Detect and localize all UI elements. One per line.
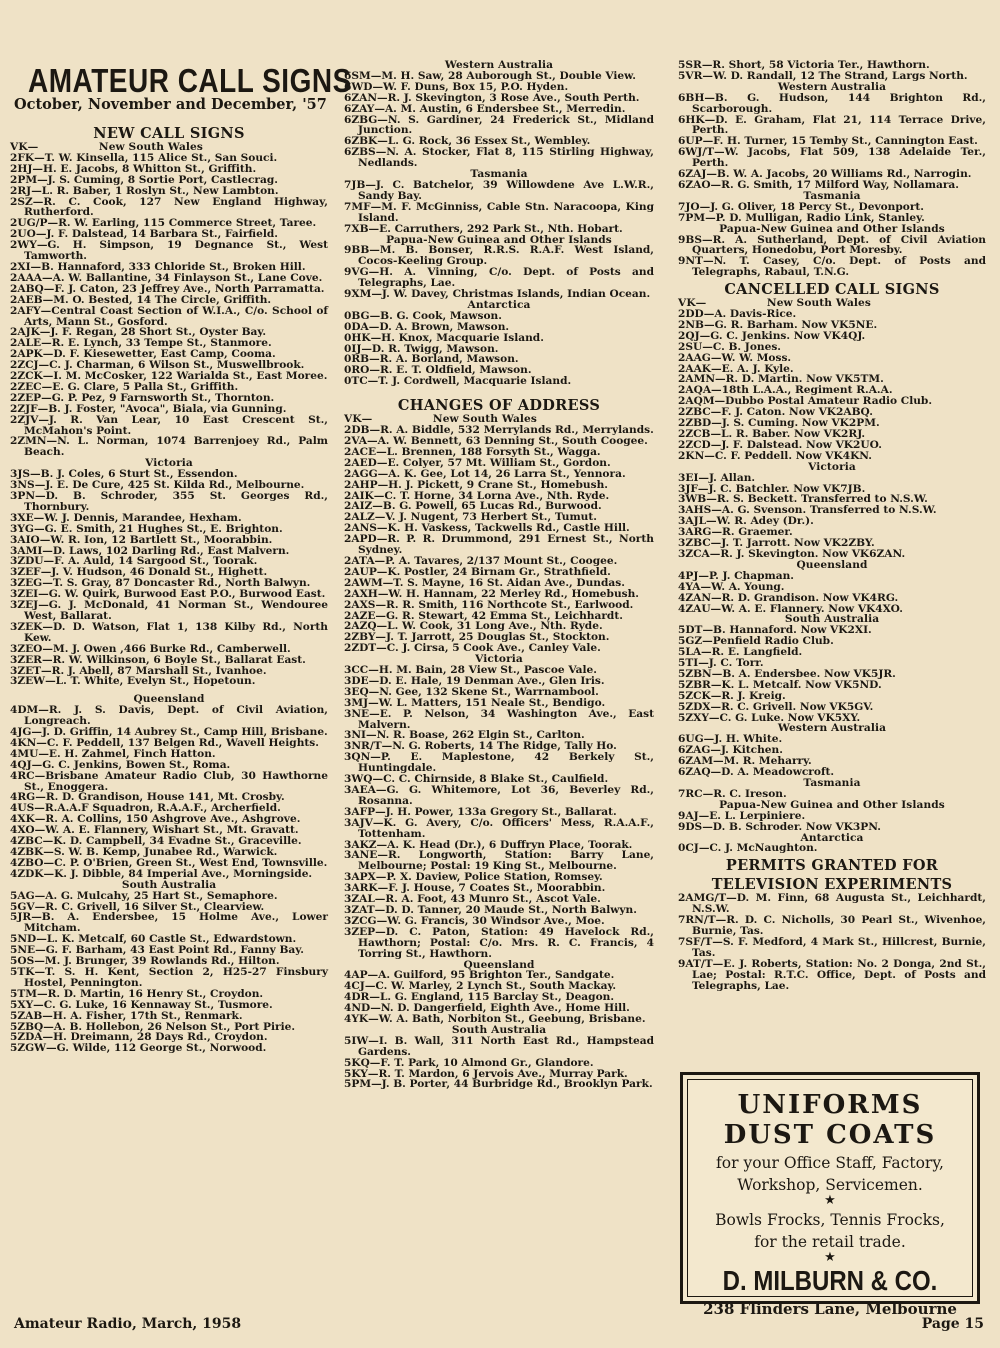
call-sign-entry: 3AJV—K. G. Avery, C/o. Officers' Mess, R.A.A.F., Tottenham. [344, 816, 654, 840]
call-sign-entry: 2ATA—P. A. Tavares, 2/137 Mount St., Coogee. [344, 554, 618, 567]
call-sign-entry: 3ZEK—D. D. Watson, Flat 1, 138 Kilby Rd., North Kew. [10, 620, 328, 644]
call-sign-entry: 0BG—B. G. Cook, Mawson. [344, 309, 502, 322]
call-sign-entry: 2PM—J. S. Cuming, 8 Sortie Port, Castlecrag. [10, 173, 278, 186]
call-sign-entry: 4QJ—G. C. Jenkins, Bowen St., Roma. [10, 758, 231, 771]
state-heading: Queensland [133, 693, 205, 706]
call-sign-entry: 5JR—B. A. Endersbee, 15 Holme Ave., Lower Mitcham. [10, 911, 328, 935]
call-sign-entry: 3ARK—F. J. House, 7 Coates St., Moorabbin. [344, 882, 606, 895]
call-sign-entry: 5ZCK—R. J. Kreig. [678, 689, 786, 702]
section-heading: CANCELLED CALL SIGNS [724, 281, 940, 299]
call-sign-entry: 2ZEC—E. G. Clare, 5 Palla St., Griffith. [10, 380, 239, 393]
call-sign-entry: 3XE—W. J. Dennis, Marandee, Hexham. [10, 511, 242, 524]
call-sign-entry: 2AZQ—L. W. Cook, 31 Long Ave., Nth. Ryde. [344, 620, 603, 633]
call-sign-entry: 5GV—R. C. Grivell, 16 Silver St., Clearview. [10, 900, 265, 913]
call-sign-entry: 2SU—C. B. Jones. [678, 340, 781, 353]
call-sign-entry: 5ZDA—H. Dreimann, 28 Days Rd., Croydon. [10, 1031, 268, 1044]
section-heading: TELEVISION EXPERIMENTS [711, 876, 953, 894]
call-sign-entry: 2AIK—C. T. Horne, 34 Lorna Ave., Nth. Ryde. [344, 489, 610, 502]
state-heading: Western Australia [444, 59, 554, 71]
call-sign-entry: 6ZAO—R. G. Smith, 17 Milford Way, Nollamara. [678, 178, 959, 191]
call-sign-entry: 7PM—P. D. Mulligan, Radio Link, Stanley. [678, 211, 925, 224]
call-sign-entry: 4ZBO—C. P. O'Brien, Green St., West End, Townsville. [10, 856, 328, 869]
call-sign-entry: 2AFY—Central Coast Section of W.I.A., C/o. School of Arts, Mann St., Gosford. [10, 304, 328, 328]
call-sign-entry: 2ACE—L. Brennen, 188 Forsyth St., Wagga. [344, 445, 601, 458]
call-sign-entry: 3ZEO—M. J. Owen ,466 Burke Rd., Camberwell. [10, 642, 291, 655]
call-sign-entry: 5NE—G. F. Barham, 43 East Point Rd., Fanny Bay. [10, 944, 304, 957]
call-sign-entry: 5KY—R. T. Mardon, 6 Jervois Ave., Murray Park. [344, 1067, 628, 1080]
call-sign-entry: 2AJK—J. F. Regan, 28 Short St., Oyster Bay. [10, 326, 267, 339]
call-sign-entry: 5ZXY—C. G. Luke. Now VK5XY. [678, 711, 861, 724]
call-sign-entry: 5ZGW—G. Wilde, 112 George St., Norwood. [10, 1042, 267, 1055]
call-sign-entry: 2AAK—E. A. J. Kyle. [678, 362, 794, 375]
call-sign-entry: 6ZAN—R. J. Skevington, 3 Rose Ave., South Perth. [344, 91, 640, 104]
call-sign-entry: 2ZBC—F. J. Caton. Now VK2ABQ. [678, 406, 873, 419]
vk-state-heading: VK— New South Wales [344, 413, 537, 426]
call-sign-entry: 7MF—M. F. McGinniss, Cable Stn. Naracoopa, King Island. [344, 200, 654, 224]
call-sign-entry: 2ABQ—F. J. Caton, 23 Jeffrey Ave., North Parramatta. [10, 282, 325, 295]
call-sign-entry: 2KN—C. F. Peddell. Now VK4KN. [678, 449, 872, 462]
call-sign-entry: 6ZAM—M. R. Meharry. [678, 755, 812, 768]
call-sign-entry: 2ZCJ—C. J. Charman, 6 Wilson St., Muswellbrook. [10, 359, 305, 372]
state-heading: Victoria [808, 460, 856, 473]
call-sign-entry: 7SF/T—S. F. Medford, 4 Mark St., Hillcrest, Burnie, Tas. [678, 935, 986, 959]
call-sign-entry: 5DT—B. Hannaford. Now VK2XI. [678, 624, 872, 637]
ad-line-frocks: Bowls Frocks, Tennis Frocks, [715, 1211, 945, 1229]
call-sign-entry: 3AFP—J. H. Power, 133a Gregory St., Ballarat. [344, 805, 617, 818]
page-subtitle: October, November and December, '57 [14, 96, 327, 113]
call-sign-entry: 4DM—R. J. S. Davis, Dept. of Civil Aviation, Longreach. [10, 704, 328, 728]
call-sign-entry: 3ANE—R. Longworth, Station: Barry Lane, Melbourne; Postal: 19 King St., Melbourne. [344, 849, 654, 873]
vk-state-heading: VK— New South Wales [10, 141, 203, 153]
spacer [344, 387, 654, 394]
call-sign-entry: 3ZEP—D. C. Paton, Station: 49 Havelock Rd., Hawthorn; Postal: C/o. Mrs. R. C. Francis, 4 Torring St., Hawthorn. [344, 925, 654, 960]
state-heading: Queensland [463, 958, 535, 971]
call-sign-entry: 6ZAY—A. M. Austin, 6 Endersbee St., Merredin. [344, 102, 626, 115]
call-sign-entry: 6UP—F. H. Turner, 15 Temby St., Cannington East. [678, 135, 978, 148]
call-sign-entry: 3AJL—W. R. Adey (Dr.). [678, 515, 814, 528]
call-sign-entry: 2ZJV—J. R. Van Lear, 10 East Crescent St., McMahon's Point. [10, 413, 328, 437]
call-sign-entry: 5AG—A. G. Mulcahy, 25 Hart St., Semaphore. [10, 889, 278, 902]
call-sign-entry: 6ZAQ—D. A. Meadowcroft. [678, 766, 835, 779]
state-heading: South Australia [121, 878, 217, 891]
call-sign-entry: 2ZDT—C. J. Cirsa, 5 Cook Ave., Canley Vale. [344, 642, 601, 655]
call-sign-entry: 2ZBY—J. T. Jarrott, 25 Douglas St., Stockton. [344, 631, 610, 644]
call-sign-entry: 2ALZ—V. J. Nugent, 73 Herbert St., Tumut. [344, 511, 597, 524]
call-sign-entry: 3JF—J. C. Batchler. Now VK7JB. [678, 482, 866, 495]
call-sign-entry: 5GZ—Penfield Radio Club. [678, 635, 834, 648]
call-sign-entry: 5ZBQ—A. B. Hollebon, 26 Nelson St., Port Pirie. [10, 1020, 296, 1033]
call-sign-entry: 4YA—W. A. Young. [678, 580, 785, 593]
state-heading: Queensland [796, 558, 868, 571]
advertisement-inner-border [687, 1079, 973, 1318]
call-sign-entry: 9XM—J. W. Davey, Christmas Islands, Indian Ocean. [344, 288, 651, 301]
section-heading: CHANGES OF ADDRESS [397, 397, 601, 415]
call-sign-entry: 4KN—C. F. Peddell, 137 Belgen Rd., Wavell Heights. [10, 736, 319, 749]
state-heading: Antarctica [467, 298, 531, 311]
call-sign-entry: 0TC—T. J. Cordwell, Macquarie Island. [344, 375, 572, 388]
column-1 [10, 122, 328, 1054]
call-sign-entry: 3ZEW—L. T. White, Evelyn St., Hopetoun. [10, 675, 256, 688]
call-sign-entry: 2WY—G. H. Simpson, 19 Degnance St., West Tamworth. [10, 239, 328, 263]
call-sign-entry: 7JB—J. C. Batchelor, 39 Willowdene Ave L.W.R., Sandy Bay. [344, 178, 654, 202]
call-sign-entry: 3ZCG—W. G. Francis, 30 Windsor Ave., Moe. [344, 914, 605, 927]
call-sign-entry: 4ZDK—K. J. Dibble, 84 Imperial Ave., Morningside. [10, 867, 313, 880]
call-sign-entry: 6BH—B. G. Hudson, 144 Brighton Rd., Scarborough. [678, 91, 986, 115]
call-sign-entry: 2AMN—R. D. Martin. Now VK5TM. [678, 373, 884, 386]
call-sign-entry: 5OS—M. J. Brunger, 39 Rowlands Rd., Hilton. [10, 955, 280, 968]
call-sign-entry: 5KQ—F. T. Park, 10 Almond Gr., Glandore. [344, 1056, 594, 1069]
call-sign-entry: 3NS—J. E. De Cure, 425 St. Kilda Rd., Melbourne. [10, 479, 305, 492]
vk-state-heading: VK— New South Wales [678, 297, 871, 310]
call-sign-entry: 3JS—B. J. Coles, 6 Sturt St., Essendon. [10, 468, 238, 481]
call-sign-entry: 5TI—J. C. Torr. [678, 657, 764, 670]
call-sign-entry: 3AIO—W. R. Ion, 12 Bartlett St., Moorabbin. [10, 533, 273, 546]
call-sign-entry: 3MJ—W. L. Matters, 151 Neale St., Bendigo. [344, 696, 606, 709]
call-sign-entry: 2AMG/T—D. M. Finn, 68 Augusta St., Leichhardt, N.S.W. [678, 892, 986, 916]
call-sign-entry: 3ZER—R. W. Wilkinson, 6 Boyle St., Ballarat East. [10, 653, 306, 666]
call-sign-entry: 0CJ—C. J. McNaughton. [678, 842, 818, 855]
call-sign-entry: 2AEB—M. O. Bested, 14 The Circle, Griffith. [10, 293, 272, 306]
call-sign-entry: 2ALE—R. E. Lynch, 33 Tempe St., Stanmore. [10, 337, 272, 350]
call-sign-entry: 4PJ—P. J. Chapman. [678, 569, 794, 582]
ad-line-workshop: Workshop, Servicemen. [737, 1176, 923, 1194]
call-sign-entry: 2VA—A. W. Bennett, 63 Denning St., South Coogee. [344, 435, 648, 447]
call-sign-entry: 3ZAT—D. D. Tanner, 20 Maude St., North Balwyn. [344, 903, 637, 916]
call-sign-entry: 5TK—T. S. H. Kent, Section 2, H25-27 Finsbury Hostel, Pennington. [10, 965, 328, 989]
call-sign-entry: 7JO—J. G. Oliver, 18 Percy St., Devonport. [678, 200, 924, 213]
call-sign-entry: 6HK—D. E. Graham, Flat 21, 114 Terrace Drive, Perth. [678, 113, 986, 137]
ad-line-office-staff: for your Office Staff, Factory, [716, 1154, 944, 1172]
call-sign-entry: 7RN/T—R. D. C. Nicholls, 30 Pearl St., Wivenhoe, Burnie, Tas. [678, 914, 986, 938]
call-sign-entry: 6SM—M. H. Saw, 28 Auborough St., Double View. [344, 69, 636, 82]
call-sign-entry: 3WQ—C. C. Chirnside, 8 Blake St., Caulfield. [344, 773, 609, 786]
call-sign-entry: 3ZEG—T. S. Gray, 87 Doncaster Rd., North Balwyn. [10, 577, 311, 590]
state-heading: Tasmania [803, 189, 861, 202]
call-sign-entry: 2DB—R. A. Biddle, 532 Merrylands Rd., Merrylands. [344, 424, 654, 437]
call-sign-entry: 6WJ/T—W. Jacobs, Flat 509, 138 Adelaide Ter., Perth. [678, 146, 986, 170]
call-sign-entry: 2AXH—W. H. Hannam, 22 Merley Rd., Homebush. [344, 587, 639, 600]
call-sign-entry: 3DE—D. E. Hale, 19 Denman Ave., Glen Iris. [344, 674, 605, 687]
call-sign-entry: 6ZAJ—B. W. A. Jacobs, 20 Williams Rd., Narrogin. [678, 168, 972, 181]
call-sign-entry: 2XI—B. Hannaford, 333 Chloride St., Broken Hill. [10, 260, 306, 273]
call-sign-entry: 6UG—J. H. White. [678, 733, 783, 746]
call-sign-entry: 4MU—E. H. Zahmel, Finch Hatton. [10, 747, 216, 760]
call-sign-entry: 2UG/P—R. W. Earling, 115 Commerce Street, Taree. [10, 217, 317, 230]
call-sign-entry: 4DR—L. G. England, 115 Barclay St., Deagon. [344, 991, 615, 1004]
page-title: AMATEUR CALL SIGNS [28, 62, 352, 100]
state-heading: Western Australia [777, 80, 887, 93]
call-sign-entry: 4US—R.A.A.F Squadron, R.A.A.F., Archerfield. [10, 802, 281, 815]
call-sign-entry: 2AAA—A. W. Ballantine, 34 Finlayson St., Lane Cove. [10, 271, 323, 284]
call-sign-entry: 9DS—D. B. Schroder. Now VK3PN. [678, 820, 881, 833]
call-sign-entry: 6ZBK—L. G. Rock, 36 Essex St., Wembley. [344, 135, 591, 148]
call-sign-entry: 9VG—H. A. Vinning, C/o. Dept. of Posts and Telegraphs, Lae. [344, 266, 654, 290]
call-sign-entry: 2FK—T. W. Kinsella, 115 Alice St., San Souci. [10, 151, 278, 164]
state-heading: Victoria [145, 457, 193, 470]
footer-page-number: Page 15 [921, 1316, 984, 1332]
call-sign-entry: 7RC—R. C. Ireson. [678, 787, 787, 800]
section-heading: NEW CALL SIGNS [93, 125, 245, 142]
ad-company-name: D. MILBURN & CO. [722, 1265, 938, 1297]
column-2 [344, 60, 654, 1090]
call-sign-entry: 5ZBN—B. A. Endersbee. Now VK5JR. [678, 667, 896, 680]
call-sign-entry: 4RG—R. D. Grandison, House 141, Mt. Crosby. [10, 791, 285, 804]
state-heading: Papua-New Guinea and Other Islands [386, 233, 612, 246]
call-sign-entry: 3ZAL—R. A. Foot, 43 Munro St., Ascot Vale. [344, 893, 601, 906]
state-heading: Papua-New Guinea and Other Islands [719, 222, 945, 235]
call-sign-entry: 2UO—J. F. Dalstead, 14 Barbara St., Fairfield. [10, 228, 278, 241]
call-sign-entry: 2AQA—18th L.A.A., Regiment R.A.A. [678, 384, 893, 397]
call-sign-entry: 3PN—D. B. Schroder, 355 St. Georges Rd., Thornbury. [10, 490, 328, 513]
ad-address: 238 Flinders Lane, Melbourne [703, 1300, 957, 1318]
call-sign-entry: 3ZET—R. J. Abell, 87 Marshall St., Ivanhoe. [10, 664, 267, 677]
call-sign-entry: 2APD—R. P. R. Drummond, 291 Ernest St., North Sydney. [344, 533, 654, 557]
call-sign-entry: 4ND—N. D. Dangerfield, Eighth Ave., Home Hill. [344, 1002, 630, 1015]
state-heading: Antarctica [800, 831, 864, 844]
call-sign-entry: 2ZCB—L. R. Baber. Now VK2RJ. [678, 428, 866, 440]
call-sign-entry: 6ZBG—N. S. Gardiner, 24 Frederick St., Midland Junction. [344, 113, 654, 137]
call-sign-entry: 3ZDU—F. A. Auld, 14 Sargood St., Toorak. [10, 555, 258, 568]
ad-line-dust-coats: DUST COATS [723, 1120, 937, 1150]
footer-publication: Amateur Radio, March, 1958 [14, 1316, 242, 1332]
call-sign-entry: 9NT—N. T. Casey, C/o. Dept. of Posts and Telegraphs, Rabaul, T.N.G. [678, 255, 986, 279]
state-heading: Papua-New Guinea and Other Islands [719, 798, 945, 811]
call-sign-entry: 2NB—G. R. Barham. Now VK5NE. [678, 318, 878, 331]
call-sign-entry: 2DD—A. Davis-Rice. [678, 308, 797, 321]
state-heading: South Australia [784, 613, 880, 626]
call-sign-entry: 2SZ—R. C. Cook, 127 New England Highway, Rutherford. [10, 195, 328, 219]
call-sign-entry: 5ZDX—R. C. Grivell. Now VK5GV. [678, 700, 874, 713]
call-sign-entry: 2APK—D. F. Kiesewetter, East Camp, Cooma. [10, 348, 276, 361]
state-heading: Western Australia [777, 722, 887, 735]
call-sign-entry: 4RC—Brisbane Amateur Radio Club, 30 Hawthorne St., Enoggera. [10, 769, 328, 793]
ad-line-retail: for the retail trade. [754, 1233, 906, 1251]
call-sign-entry: 3ZBC—J. T. Jarrott. Now VK2ZBY. [678, 537, 875, 550]
state-heading: Tasmania [470, 168, 528, 181]
section-heading: PERMITS GRANTED FOR [725, 857, 939, 875]
call-sign-entry: 4XO—W. A. E. Flannery, Wishart St., Mt. Gravatt. [10, 824, 299, 837]
call-sign-entry: 0HK—H. Knox, Macquarie Island. [344, 331, 544, 344]
call-sign-entry: 2AGG—A. K. Gee, Lot 14, 26 Larra St., Yennora. [344, 467, 626, 480]
call-sign-entry: 2AED—E. Colyer, 57 Mt. William St., Gordon. [344, 456, 611, 469]
state-heading: Victoria [475, 653, 523, 666]
call-sign-entry: 2AWM—T. S. Mayne, 16 St. Aidan Ave., Dundas. [344, 576, 625, 589]
call-sign-entry: 2ANS—K. H. Vaskess, Tackwells Rd., Castle Hill. [344, 522, 630, 535]
advertisement-box [680, 1072, 980, 1318]
call-sign-entry: 4AP—A. Guilford, 95 Brighton Ter., Sandgate. [344, 969, 615, 982]
call-sign-entry: 5ZAB—H. A. Fisher, 17th St., Renmark. [10, 1009, 243, 1022]
call-sign-entry: 2ZCK—I. M. McCosker, 122 Warialda St., East Moree. [10, 370, 328, 383]
call-sign-entry: 5VR—W. D. Randall, 12 The Strand, Largs North. [678, 69, 968, 82]
call-sign-entry: 3AMI—D. Laws, 102 Darling Rd., East Malvern. [10, 544, 290, 557]
call-sign-entry: 9BB—M. B. Bonser, R.R.S. R.A.F. West Island, Cocos-Keeling Group. [344, 244, 654, 268]
call-sign-entry: 3CC—H. M. Bain, 28 View St., Pascoe Vale. [344, 664, 597, 677]
call-sign-entry: 2AQM—Dubbo Postal Amateur Radio Club. [678, 395, 933, 408]
call-sign-entry: 3QN—P. E. Maplestone, 42 Berkely St., Huntingdale. [344, 751, 654, 775]
call-sign-entry: 5TM—R. D. Martin, 16 Henry St., Croydon. [10, 987, 264, 1000]
call-sign-entry: 6ZAG—J. Kitchen. [678, 744, 783, 757]
call-sign-entry: 0IJ—D. R. Twigg, Mawson. [344, 342, 499, 355]
call-sign-entry: 6WD—W. F. Duns, Box 15, P.O. Hyden. [344, 80, 569, 93]
call-sign-entry: 0RO—R. E. T. Oldfield, Mawson. [344, 364, 532, 377]
call-sign-entry: 3ARG—R. Graemer. [678, 526, 793, 539]
call-sign-entry: 9BS—R. A. Sutherland, Dept. of Civil Aviation Quarters, Honedobu, Port Moresby. [678, 233, 986, 257]
call-sign-entry: 3AHS—A. G. Svenson. Transferred to N.S.W. [678, 504, 937, 517]
column-3 [678, 60, 986, 992]
call-sign-entry: 5XY—C. G. Luke, 16 Kennaway St., Tusmore. [10, 998, 273, 1011]
call-sign-entry: 4YK—W. A. Bath, Norbiton St., Geebung, Brisbane. [344, 1013, 646, 1026]
call-sign-entry: 3APX—P. X. Daview, Police Station, Romsey. [344, 871, 603, 884]
call-sign-entry: 2QJ—G. C. Jenkins. Now VK4QJ. [678, 329, 866, 342]
call-sign-entry: 4ZAN—R. D. Grandison. Now VK4RG. [678, 591, 899, 604]
call-sign-entry: 2ZJF—B. J. Foster, "Avoca", Biala, via Gunning. [10, 402, 287, 415]
call-sign-entry: 2ZBD—J. S. Cuming. Now VK2PM. [678, 417, 880, 430]
call-sign-entry: 4JG—J. D. Griffin, 14 Aubrey St., Camp Hill, Brisbane. [10, 726, 328, 739]
call-sign-entry: 5SR—R. Short, 58 Victoria Ter., Hawthorn. [678, 59, 930, 71]
ad-line-uniforms: UNIFORMS [737, 1090, 923, 1120]
call-sign-entry: 9AT/T—E. J. Roberts, Station: No. 2 Donga, 2nd St., Lae; Postal: R.T.C. Office, Dept. of Posts and Telegraphs, Lae. [678, 957, 986, 992]
call-sign-entry: 3AEA—G. G. Whitemore, Lot 36, Beverley Rd., Rosanna. [344, 784, 654, 807]
call-sign-entry: 3ZEI—G. W. Quirk, Burwood East P.O., Burwood East. [10, 588, 326, 601]
call-sign-entry: 3ZCA—R. J. Skevington. Now VK6ZAN. [678, 547, 906, 560]
star-icon: ★ [824, 1193, 836, 1208]
call-sign-entry: 5ZBR—K. L. Metcalf. Now VK5ND. [678, 678, 882, 691]
call-sign-entry: 2AAG—W. W. Moss. [678, 351, 792, 364]
call-sign-entry: 2ZEP—G. P. Pez, 9 Farnsworth St., Thornton. [10, 391, 275, 404]
call-sign-entry: 4XK—R. A. Collins, 150 Ashgrove Ave., Ashgrove. [10, 813, 301, 826]
call-sign-entry: 4CJ—C. W. Marley, 2 Lynch St., South Mackay. [344, 980, 617, 993]
call-sign-entry: 9AJ—E. L. Lerpiniere. [678, 809, 806, 822]
call-sign-entry: 5PM—J. B. Porter, 44 Burbridge Rd., Brooklyn Park. [344, 1078, 653, 1091]
call-sign-entry: 2HJ—H. E. Jacobs, 8 Whitton St., Griffith. [10, 162, 257, 175]
call-sign-entry: 3ZEF—J. V. Hudson, 46 Donald St., Highett. [10, 566, 268, 579]
call-sign-entry: 3EQ—N. Gee, 132 Skene St., Warrnambool. [344, 685, 599, 698]
call-sign-entry: 2AZE—G. R. Stewart, 42 Emma St., Leichhardt. [344, 609, 623, 622]
call-sign-entry: 2AHP—H. J. Pickett, 9 Crane St., Homebush. [344, 478, 608, 491]
call-sign-entry: 3NI—N. R. Boase, 262 Elgin St., Carlton. [344, 729, 585, 742]
call-sign-entry: 3AKZ—A. K. Head (Dr.), 6 Duffryn Place, Toorak. [344, 838, 633, 851]
call-sign-entry: 0RB—R. A. Borland, Mawson. [344, 353, 519, 366]
state-heading: South Australia [451, 1023, 547, 1036]
call-sign-entry: 2AXS—R. R. Smith, 116 Northcote St., Earlwood. [344, 598, 634, 611]
call-sign-entry: 3WB—R. S. Beckett. Transferred to N.S.W. [678, 493, 928, 506]
call-sign-entry: 6ZBS—N. A. Stocker, Flat 8, 115 Stirling Highway, Nedlands. [344, 146, 654, 170]
call-sign-entry: 7XB—E. Carruthers, 292 Park St., Nth. Hobart. [344, 222, 623, 235]
call-sign-entry: 5IW—I. B. Wall, 311 North East Rd., Hampstead Gardens. [344, 1034, 654, 1058]
star-icon: ★ [824, 1250, 836, 1265]
call-sign-entry: 2RJ—L. R. Baber, 1 Roslyn St., New Lambton. [10, 184, 279, 197]
call-sign-entry: 3ZEJ—G. J. McDonald, 41 Norman St., Wendouree West, Ballarat. [10, 599, 328, 622]
call-sign-entry: 5LA—R. E. Langfield. [678, 646, 803, 659]
call-sign-entry: 4ZAU—W. A. E. Flannery. Now VK4XO. [678, 602, 903, 615]
call-sign-entry: 4ZBC—K. D. Campbell, 34 Evadne St., Graceville. [10, 835, 302, 848]
call-sign-entry: 2AIZ—B. G. Powell, 65 Lucas Rd., Burwood. [344, 500, 602, 513]
call-sign-entry: 2ZMN—N. L. Norman, 1074 Barrenjoey Rd., Palm Beach. [10, 435, 328, 459]
call-sign-entry: 3EI—J. Allan. [678, 471, 756, 484]
call-sign-entry: 3NR/T—N. G. Roberts, 14 The Ridge, Tally Ho. [344, 740, 617, 753]
call-sign-entry: 4ZBK—S. W. B. Kemp, Junabee Rd., Warwick. [10, 846, 278, 858]
call-sign-entry: 3NE—E. P. Nelson, 34 Washington Ave., East Malvern. [344, 707, 654, 731]
call-sign-entry: 2AUP—K. Postler, 24 Birnam Gr., Strathfield. [344, 565, 611, 578]
call-sign-entry: 3YG—G. E. Smith, 21 Hughes St., E. Brighton. [10, 522, 283, 535]
call-sign-entry: 5ND—L. K. Metcalf, 60 Castle St., Edwardstown. [10, 933, 297, 946]
call-sign-entry: 0DA—D. A. Brown, Mawson. [344, 320, 510, 333]
call-sign-entry: 2ZCD—J. F. Dalstead. Now VK2UO. [678, 438, 882, 451]
state-heading: Tasmania [803, 777, 861, 789]
